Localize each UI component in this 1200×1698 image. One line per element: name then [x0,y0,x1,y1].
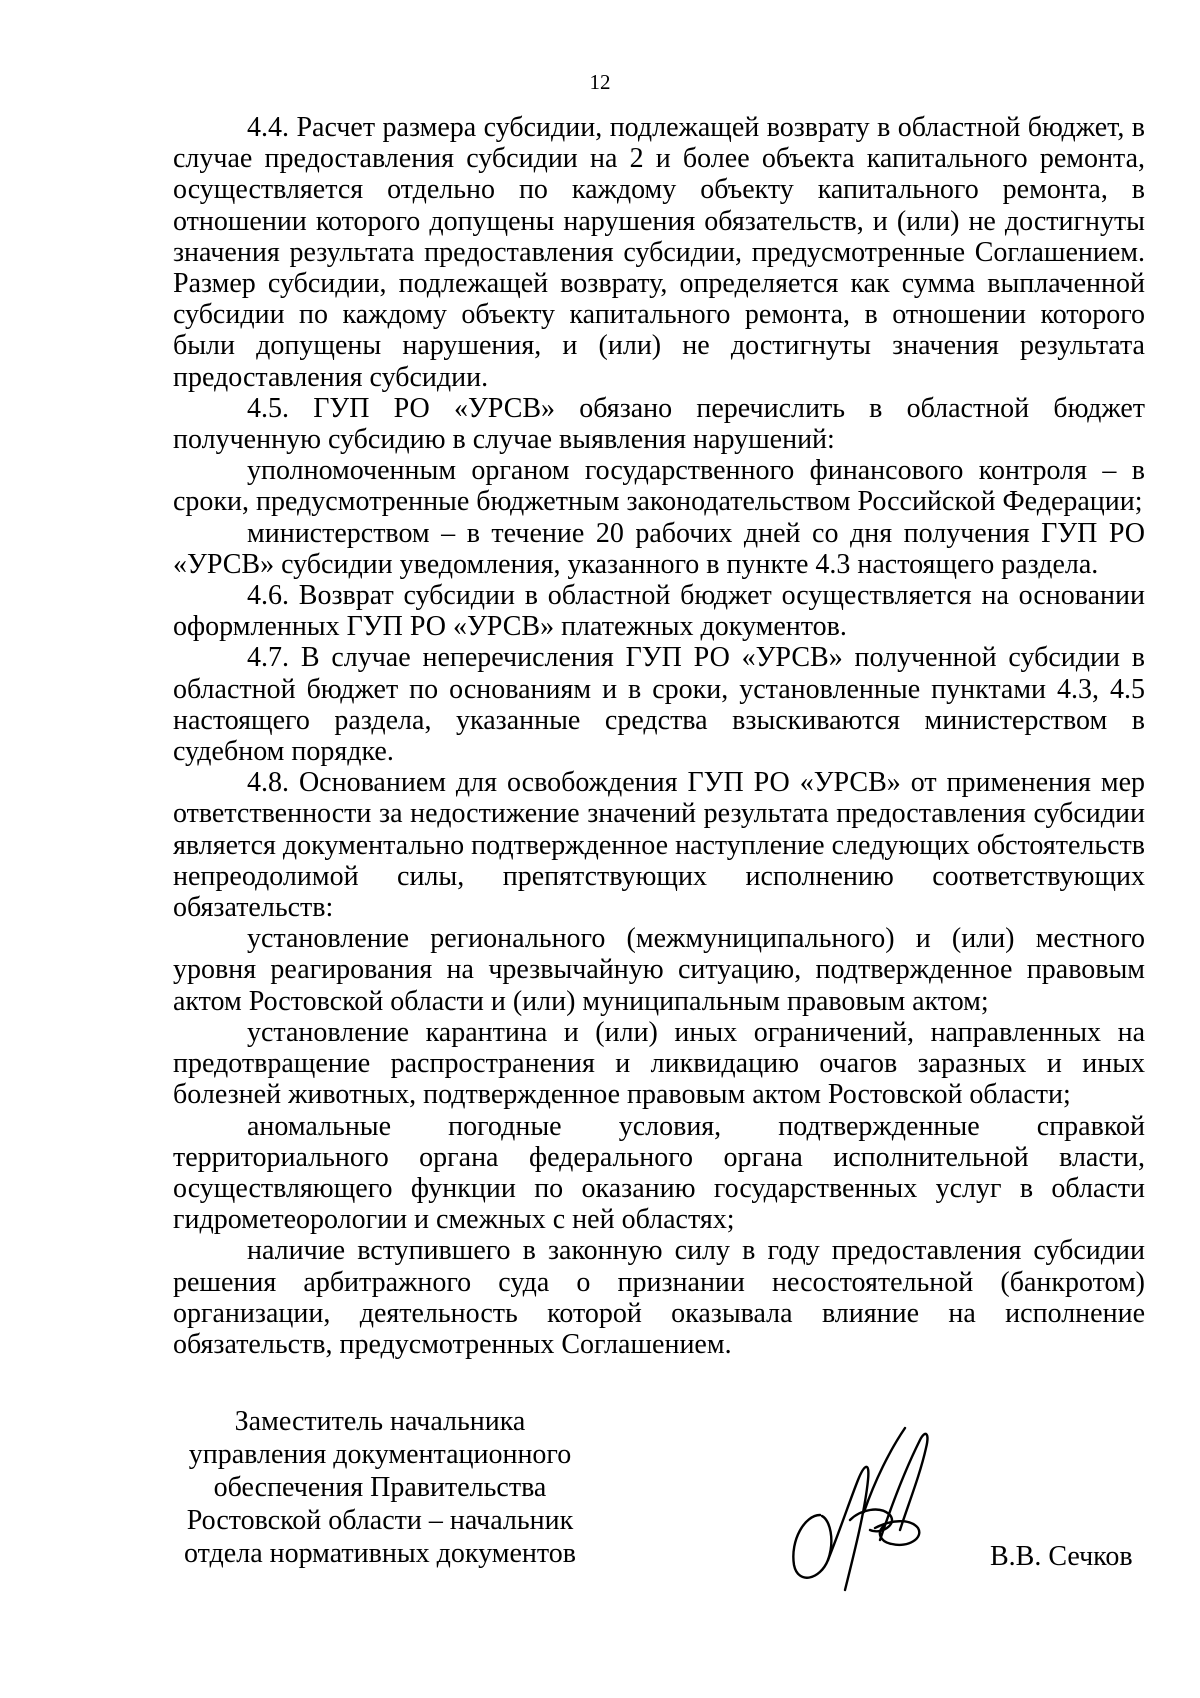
handwritten-signature [780,1420,950,1600]
signatory-title-line: отдела нормативных документов [184,1538,576,1569]
paragraph-4-5: 4.5. ГУП РО «УРСВ» обязано перечислить в областной бюджет полученную субсидию в случае выявления нарушений: [173,392,1145,456]
signatory-title-line: управления документационного [188,1439,572,1470]
signature-stroke [793,1515,831,1578]
paragraph-4-8-item-emergency: установление регионального (межмуниципального) и (или) местного уровня реагирования на чрезвычайную ситуацию, подтвержденное правовым актом Ростовской области и (или) муниципальным правовым актом; [173,923,1145,1017]
paragraph-4-6: 4.6. Возврат субсидии в областной бюджет осуществляется на основании оформленных ГУП РО «УРСВ» платежных документов. [173,580,1145,643]
paragraph-4-8: 4.8. Основанием для освобождения ГУП РО «УРСВ» от применения мер ответственности за недостижение значений результата предоставления субсидии является документально подтвержденное наступление следующих обстоятельств непреодолимой силы, препятствующих исполнению соответствующих обязательств: [173,767,1145,924]
paragraph-4-5-item-control-body: уполномоченным органом государственного финансового контроля – в сроки, предусмотренные бюджетным законодательством Российской Федерации; [173,455,1145,518]
paragraph-4-8-item-quarantine: установление карантина и (или) иных ограничений, направленных на предотвращение распространения и ликвидацию очагов заразных и иных болезней животных, подтвержденное правовым актом Ростовской области; [173,1016,1145,1111]
signature-stroke [828,1467,868,1590]
signatory-title [170,1405,590,1570]
paragraph-4-8-item-weather: аномальные погодные условия, подтвержденные справкой территориального органа федерального органа исполнительной власти, осуществляющего функции по оказанию государственных услуг в области гидрометеорологии и смежных с ней областях; [173,1110,1145,1236]
signature-stroke [864,1428,905,1512]
page-number: 12 [589,70,611,94]
signatory-title-line: Заместитель начальника [234,1406,526,1437]
paragraph-4-4: 4.4. Расчет размера субсидии, подлежащей возврату в областной бюджет, в случае предоставления субсидии на 2 и более объекта капитального ремонта, осуществляется отдельно по каждому объекту капитального ремонта, в отношении которого допущены нарушения обязательств, и (или) не достигнуты значения результата предоставления субсидии, предусмотренные Соглашением. Размер субсидии, подлежащей возврату, определяется как сумма выплаченной субсидии по каждому объекту капитального ремонта, в отношении которого были допущены нарушения, и (или) не достигнуты значения результата предоставления субсидии. [173,112,1145,393]
signer-name: В.В. Сечков [990,1541,1133,1572]
paragraph-4-5-item-ministry: министерством – в течение 20 рабочих дней со дня получения ГУП РО «УРСВ» субсидии уведомления, указанного в пункте 4.3 настоящего раздела. [173,517,1145,580]
signatory-title-line: обеспечения Правительства [213,1472,547,1503]
signature-strokes [793,1428,927,1590]
paragraph-4-8-item-bankruptcy: наличие вступившего в законную силу в году предоставления субсидии решения арбитражного суда о признании несостоятельной (банкротом) организации, деятельность которой оказывала влияние на исполнение обязательств, предусмотренных Соглашением. [173,1235,1145,1360]
paragraph-4-7: 4.7. В случае неперечисления ГУП РО «УРСВ» полученной субсидии в областной бюджет по основаниям и в сроки, установленные пунктами 4.3, 4.5 настоящего раздела, указанные средства взыскиваются министерством в судебном порядке. [173,642,1145,768]
signatory-title-line: Ростовской области – начальник [186,1505,574,1536]
document-body [173,112,1145,1360]
